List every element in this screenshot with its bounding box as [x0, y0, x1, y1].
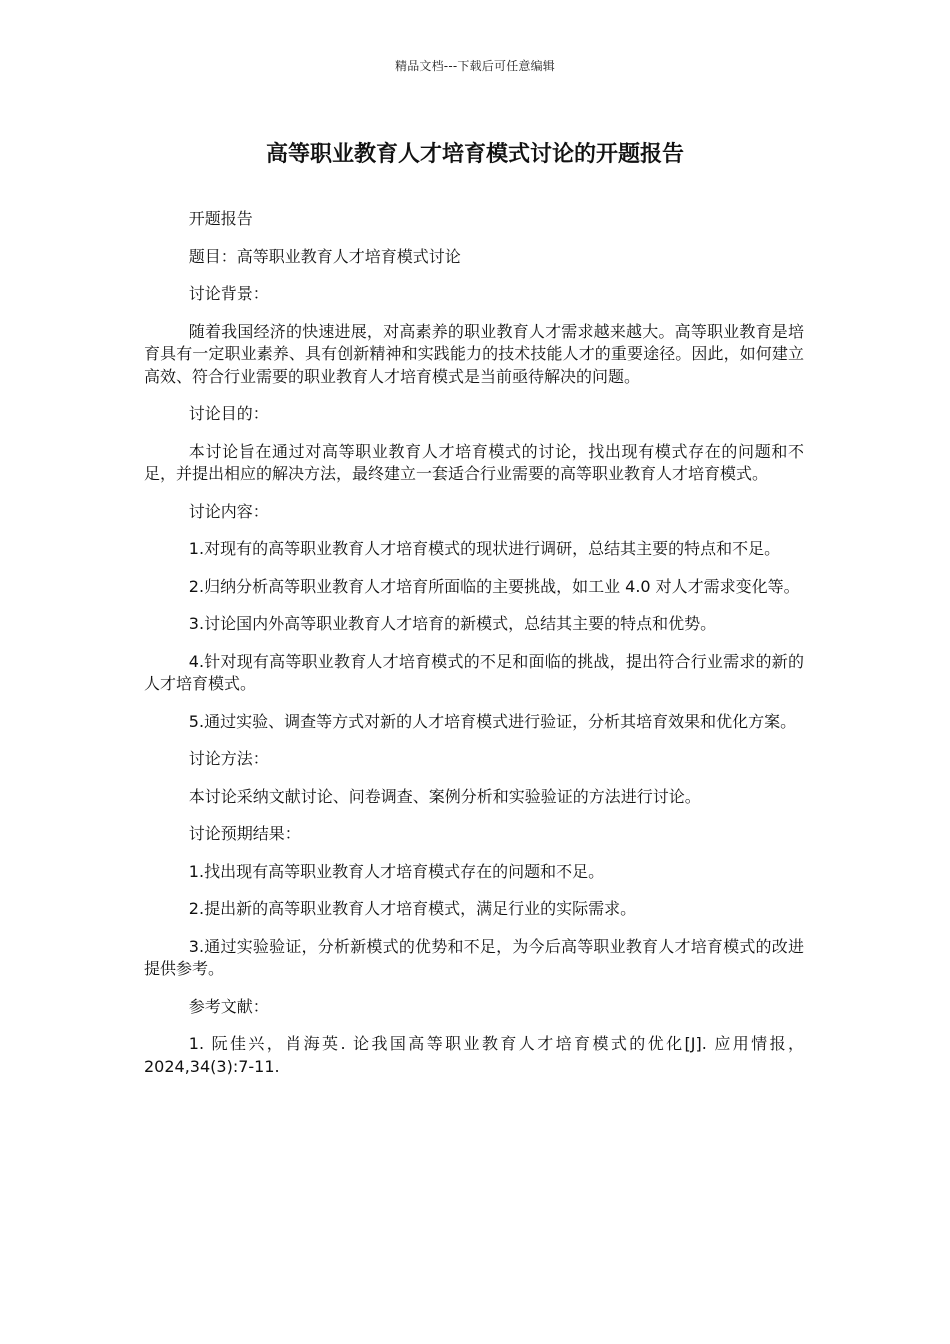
content-item-1: 1.对现有的高等职业教育人才培育模式的现状进行调研，总结其主要的特点和不足。 [188, 539, 781, 558]
section-heading-expected-results: 讨论预期结果： [188, 824, 301, 843]
purpose-paragraph: 本讨论旨在通过对高等职业教育人才培育模式的讨论，找出现有模式存在的问题和不足，并提出相应的解决方法，最终建立一套适合行业需要的高等职业教育人才培育模式。 [144, 441, 804, 483]
section-label-report: 开题报告 [188, 209, 253, 228]
result-item-1: 1.找出现有高等职业教育人才培育模式存在的问题和不足。 [188, 861, 605, 881]
background-paragraph: 随着我国经济的快速进展，对高素养的职业教育人才需求越来越大。高等职业教育是培育具有一定职业素养、具有创新精神和实践能力的技术技能人才的重要途径。因此，如何建立高效、符合行业需要的职业教育人才培育模式是当前亟待解决的问题。 [144, 321, 804, 386]
section-heading-references: 参考文献： [188, 996, 269, 1016]
content-item-3: 3.讨论国内外高等职业教育人才培育的新模式，总结其主要的特点和优势。 [188, 614, 717, 633]
document-body [144, 208, 804, 1093]
topic-line: 题目：高等职业教育人才培育模式讨论 [188, 246, 461, 266]
section-heading-content: 讨论内容： [188, 501, 269, 521]
content-item-4: 4.针对现有高等职业教育人才培育模式的不足和面临的挑战，提出符合行业需求的新的人才培育模式。 [144, 651, 804, 693]
section-heading-purpose: 讨论目的： [188, 404, 269, 423]
result-item-3: 3.通过实验验证，分析新模式的优势和不足，为今后高等职业教育人才培育模式的改进提供参考。 [144, 936, 804, 978]
section-heading-background: 讨论背景： [188, 284, 269, 303]
content-item-5: 5.通过实验、调查等方式对新的人才培育模式进行验证，分析其培育效果和优化方案。 [188, 711, 797, 731]
reference-item-1: 1. 阮佳兴，肖海英. 论我国高等职业教育人才培育模式的优化[J]. 应用情报，2024,34(3):7-11. [144, 1034, 804, 1076]
document-title: 高等职业教育人才培育模式讨论的开题报告 [265, 142, 684, 167]
method-paragraph: 本讨论采纳文献讨论、问卷调查、案例分析和实验验证的方法进行讨论。 [188, 786, 701, 806]
content-item-2: 2.归纳分析高等职业教育人才培育所面临的主要挑战，如工业 4.0 对人才需求变化等。 [188, 576, 800, 596]
header-note: 精品文档---下载后可任意编辑 [395, 59, 555, 73]
section-heading-method: 讨论方法： [188, 749, 269, 768]
result-item-2: 2.提出新的高等职业教育人才培育模式，满足行业的实际需求。 [188, 899, 637, 918]
